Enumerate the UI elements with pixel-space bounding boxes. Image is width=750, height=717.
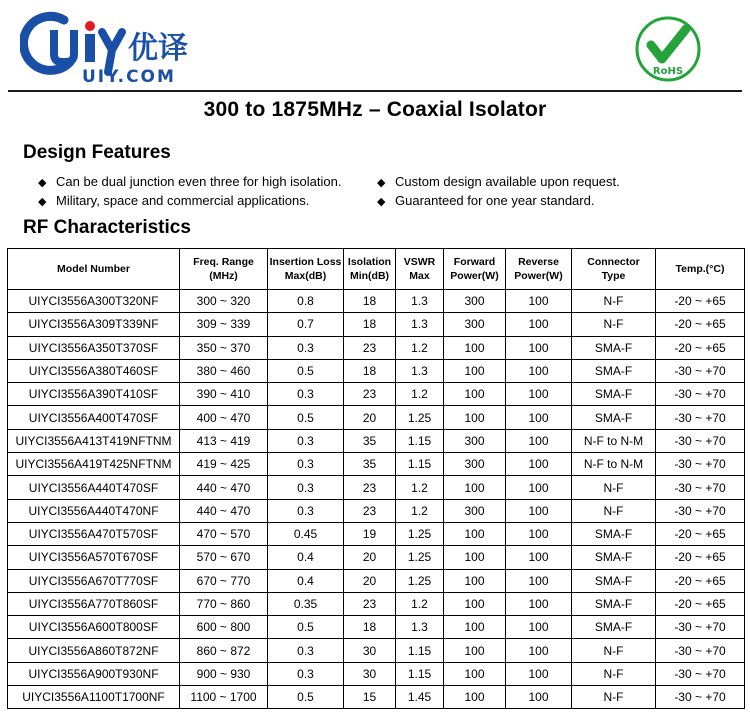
table-cell: 0.3 xyxy=(268,499,344,522)
table-cell: SMA-F xyxy=(572,546,656,569)
table-row xyxy=(8,639,745,662)
table-cell: 570 ~ 670 xyxy=(180,546,268,569)
table-cell: UIYCI3556A900T930NF xyxy=(8,662,180,685)
page-title: 300 to 1875MHz – Coaxial Isolator xyxy=(203,98,547,121)
column-header: Connector Type xyxy=(572,249,656,290)
table-cell: -20 ~ +65 xyxy=(656,546,745,569)
table-cell: N-F xyxy=(572,313,656,336)
table-cell: N-F to N-M xyxy=(572,429,656,452)
feature-item: ◆ Military, space and commercial applications. xyxy=(38,192,341,211)
table-cell: 100 xyxy=(506,569,572,592)
table-cell: 100 xyxy=(506,290,572,313)
table-cell: 350 ~ 370 xyxy=(180,336,268,359)
table-cell: 419 ~ 425 xyxy=(180,453,268,476)
table-cell: 1.2 xyxy=(396,476,444,499)
table-row xyxy=(8,383,745,406)
table-cell: 0.5 xyxy=(268,686,344,709)
table-row xyxy=(8,522,745,545)
table-cell: 100 xyxy=(506,522,572,545)
table-cell: N-F xyxy=(572,686,656,709)
table-cell: 440 ~ 470 xyxy=(180,476,268,499)
table-cell: 1.15 xyxy=(396,453,444,476)
table-cell: UIYCI3556A350T370SF xyxy=(8,336,180,359)
table-cell: 18 xyxy=(344,616,396,639)
table-cell: 100 xyxy=(444,522,506,545)
column-header: Model Number xyxy=(8,249,180,290)
table-row xyxy=(8,499,745,522)
table-cell: SMA-F xyxy=(572,359,656,382)
table-cell: 100 xyxy=(506,592,572,615)
table-cell: -30 ~ +70 xyxy=(656,686,745,709)
table-row xyxy=(8,476,745,499)
table-cell: 1.3 xyxy=(396,313,444,336)
table-cell: 413 ~ 419 xyxy=(180,429,268,452)
table-cell: 20 xyxy=(344,569,396,592)
column-header: Reverse Power(W) xyxy=(506,249,572,290)
table-cell: 1.3 xyxy=(396,616,444,639)
table-cell: -20 ~ +65 xyxy=(656,569,745,592)
table-row xyxy=(8,616,745,639)
table-cell: UIYCI3556A419T425NFTNM xyxy=(8,453,180,476)
rohs-badge xyxy=(634,15,702,83)
table-cell: -30 ~ +70 xyxy=(656,383,745,406)
table-cell: N-F xyxy=(572,290,656,313)
column-header: Isolation Min(dB) xyxy=(344,249,396,290)
feature-item: ◆ Guaranteed for one year standard. xyxy=(377,192,620,211)
table-row xyxy=(8,546,745,569)
table-cell: UIYCI3556A470T570SF xyxy=(8,522,180,545)
table-cell: 35 xyxy=(344,453,396,476)
design-features-heading: Design Features xyxy=(23,142,171,163)
table-cell: SMA-F xyxy=(572,336,656,359)
table-cell: 100 xyxy=(444,592,506,615)
table-cell: UIYCI3556A300T320NF xyxy=(8,290,180,313)
table-cell: -20 ~ +65 xyxy=(656,522,745,545)
column-header: Forward Power(W) xyxy=(444,249,506,290)
table-cell: 0.5 xyxy=(268,406,344,429)
table-cell: 1.25 xyxy=(396,522,444,545)
table-cell: 0.3 xyxy=(268,639,344,662)
table-cell: 0.3 xyxy=(268,453,344,476)
table-cell: 1.2 xyxy=(396,592,444,615)
table-cell: 860 ~ 872 xyxy=(180,639,268,662)
column-header: Temp.(°C) xyxy=(656,249,745,290)
table-cell: 100 xyxy=(506,453,572,476)
table-cell: N-F to N-M xyxy=(572,453,656,476)
table-cell: 23 xyxy=(344,383,396,406)
table-cell: N-F xyxy=(572,499,656,522)
table-cell: -30 ~ +70 xyxy=(656,429,745,452)
table-cell: 18 xyxy=(344,359,396,382)
table-cell: 1.2 xyxy=(396,383,444,406)
table-cell: 0.3 xyxy=(268,662,344,685)
table-cell: 0.4 xyxy=(268,569,344,592)
table-cell: 100 xyxy=(506,616,572,639)
table-cell: -30 ~ +70 xyxy=(656,616,745,639)
table-cell: 300 xyxy=(444,290,506,313)
table-cell: 100 xyxy=(506,313,572,336)
table-cell: UIYCI3556A413T419NFTNM xyxy=(8,429,180,452)
diamond-bullet-icon: ◆ xyxy=(38,177,47,189)
table-cell: N-F xyxy=(572,639,656,662)
features-left-list xyxy=(38,173,341,211)
table-cell: 23 xyxy=(344,592,396,615)
table-cell: 100 xyxy=(506,383,572,406)
table-cell: UIYCI3556A860T872NF xyxy=(8,639,180,662)
diamond-bullet-icon: ◆ xyxy=(38,196,47,208)
table-cell: UIYCI3556A390T410SF xyxy=(8,383,180,406)
table-cell: 100 xyxy=(444,639,506,662)
table-cell: 0.3 xyxy=(268,383,344,406)
table-header xyxy=(8,249,745,290)
table-cell: 300 xyxy=(444,453,506,476)
table-cell: 100 xyxy=(506,639,572,662)
table-cell: 300 xyxy=(444,429,506,452)
table-cell: SMA-F xyxy=(572,406,656,429)
table-row xyxy=(8,569,745,592)
logo-chinese: 优译 xyxy=(128,31,188,66)
table-cell: 0.8 xyxy=(268,290,344,313)
table-cell: SMA-F xyxy=(572,616,656,639)
table-cell: 400 ~ 470 xyxy=(180,406,268,429)
table-cell: N-F xyxy=(572,476,656,499)
diamond-bullet-icon: ◆ xyxy=(377,177,386,189)
column-header: Insertion Loss Max(dB) xyxy=(268,249,344,290)
table-cell: 470 ~ 570 xyxy=(180,522,268,545)
table-cell: 0.4 xyxy=(268,546,344,569)
table-cell: 100 xyxy=(444,406,506,429)
table-cell: 23 xyxy=(344,476,396,499)
table-cell: 100 xyxy=(506,499,572,522)
header-divider xyxy=(8,90,742,92)
table-cell: UIYCI3556A670T770SF xyxy=(8,569,180,592)
table-cell: SMA-F xyxy=(572,383,656,406)
table-cell: -20 ~ +65 xyxy=(656,313,745,336)
table-cell: 1.2 xyxy=(396,336,444,359)
table-body xyxy=(8,290,745,709)
table-cell: 1100 ~ 1700 xyxy=(180,686,268,709)
table-cell: 0.3 xyxy=(268,476,344,499)
table-cell: UIYCI3556A380T460SF xyxy=(8,359,180,382)
table-cell: 100 xyxy=(506,429,572,452)
rf-characteristics-heading: RF Characteristics xyxy=(23,217,191,238)
diamond-bullet-icon: ◆ xyxy=(377,196,386,208)
table-cell: 900 ~ 930 xyxy=(180,662,268,685)
table-cell: -30 ~ +70 xyxy=(656,662,745,685)
table-cell: UIYCI3556A600T800SF xyxy=(8,616,180,639)
feature-item: ◆ Custom design available upon request. xyxy=(377,173,620,192)
table-cell: 23 xyxy=(344,336,396,359)
table-cell: 309 ~ 339 xyxy=(180,313,268,336)
table-cell: SMA-F xyxy=(572,592,656,615)
table-cell: 380 ~ 460 xyxy=(180,359,268,382)
table-row xyxy=(8,313,745,336)
table-cell: 1.15 xyxy=(396,662,444,685)
table-cell: UIYCI3556A440T470NF xyxy=(8,499,180,522)
table-cell: 0.35 xyxy=(268,592,344,615)
table-cell: 1.45 xyxy=(396,686,444,709)
table-cell: -30 ~ +70 xyxy=(656,453,745,476)
table-cell: -30 ~ +70 xyxy=(656,639,745,662)
table-cell: 0.7 xyxy=(268,313,344,336)
table-cell: 1.25 xyxy=(396,406,444,429)
table-cell: 100 xyxy=(506,662,572,685)
page-header xyxy=(0,0,750,92)
table-row xyxy=(8,686,745,709)
table-cell: N-F xyxy=(572,662,656,685)
table-cell: 0.3 xyxy=(268,429,344,452)
table-row xyxy=(8,592,745,615)
table-cell: 0.3 xyxy=(268,336,344,359)
feature-item: ◆ Can be dual junction even three for high isolation. xyxy=(38,173,341,192)
column-header: Freq. Range (MHz) xyxy=(180,249,268,290)
table-cell: 0.45 xyxy=(268,522,344,545)
table-cell: 100 xyxy=(444,569,506,592)
table-cell: 300 xyxy=(444,499,506,522)
table-cell: 30 xyxy=(344,639,396,662)
table-cell: 100 xyxy=(506,336,572,359)
table-cell: UIYCI3556A1100T1700NF xyxy=(8,686,180,709)
table-cell: SMA-F xyxy=(572,522,656,545)
table-row xyxy=(8,453,745,476)
table-cell: 20 xyxy=(344,406,396,429)
rohs-label: RoHS xyxy=(652,66,684,77)
table-cell: -20 ~ +65 xyxy=(656,290,745,313)
table-row xyxy=(8,336,745,359)
table-cell: 100 xyxy=(444,336,506,359)
table-cell: 100 xyxy=(444,476,506,499)
table-cell: 0.5 xyxy=(268,359,344,382)
table-cell: 1.3 xyxy=(396,359,444,382)
table-cell: 100 xyxy=(506,686,572,709)
table-cell: 18 xyxy=(344,313,396,336)
table-cell: 20 xyxy=(344,546,396,569)
table-cell: 100 xyxy=(444,616,506,639)
table-cell: 18 xyxy=(344,290,396,313)
table-cell: -30 ~ +70 xyxy=(656,406,745,429)
table-cell: 100 xyxy=(506,406,572,429)
table-cell: 100 xyxy=(444,359,506,382)
table-cell: -30 ~ +70 xyxy=(656,476,745,499)
table-row xyxy=(8,662,745,685)
table-cell: 100 xyxy=(506,359,572,382)
table-cell: 30 xyxy=(344,662,396,685)
table-cell: 390 ~ 410 xyxy=(180,383,268,406)
table-cell: SMA-F xyxy=(572,569,656,592)
table-cell: UIYCI3556A440T470SF xyxy=(8,476,180,499)
table-cell: 0.5 xyxy=(268,616,344,639)
table-cell: 600 ~ 800 xyxy=(180,616,268,639)
table-cell: 670 ~ 770 xyxy=(180,569,268,592)
table-row xyxy=(8,429,745,452)
rf-characteristics-table xyxy=(7,248,745,709)
table-cell: 19 xyxy=(344,522,396,545)
column-header: VSWR Max xyxy=(396,249,444,290)
table-cell: 440 ~ 470 xyxy=(180,499,268,522)
table-cell: UIYCI3556A309T339NF xyxy=(8,313,180,336)
table-cell: 1.2 xyxy=(396,499,444,522)
table-cell: -30 ~ +70 xyxy=(656,499,745,522)
table-cell: 300 xyxy=(444,313,506,336)
table-cell: UIYCI3556A770T860SF xyxy=(8,592,180,615)
table-cell: 300 ~ 320 xyxy=(180,290,268,313)
features-right-list xyxy=(377,173,620,211)
table-cell: 100 xyxy=(444,383,506,406)
table-row xyxy=(8,406,745,429)
table-cell: 100 xyxy=(506,476,572,499)
table-cell: UIYCI3556A570T670SF xyxy=(8,546,180,569)
table-cell: 100 xyxy=(444,686,506,709)
table-cell: 1.25 xyxy=(396,546,444,569)
table-cell: 1.3 xyxy=(396,290,444,313)
table-cell: 23 xyxy=(344,499,396,522)
table-cell: 15 xyxy=(344,686,396,709)
table-cell: 1.25 xyxy=(396,569,444,592)
table-cell: 100 xyxy=(444,546,506,569)
table-cell: -20 ~ +65 xyxy=(656,336,745,359)
table-cell: 1.15 xyxy=(396,639,444,662)
uiy-logo xyxy=(20,10,250,85)
table-cell: 100 xyxy=(506,546,572,569)
table-cell: -30 ~ +70 xyxy=(656,359,745,382)
table-cell: UIYCI3556A400T470SF xyxy=(8,406,180,429)
table-cell: 35 xyxy=(344,429,396,452)
table-cell: 100 xyxy=(444,662,506,685)
table-row xyxy=(8,359,745,382)
table-cell: 770 ~ 860 xyxy=(180,592,268,615)
table-cell: -20 ~ +65 xyxy=(656,592,745,615)
table-row xyxy=(8,290,745,313)
logo-domain: UIY.COM xyxy=(82,67,176,85)
table-cell: 1.15 xyxy=(396,429,444,452)
